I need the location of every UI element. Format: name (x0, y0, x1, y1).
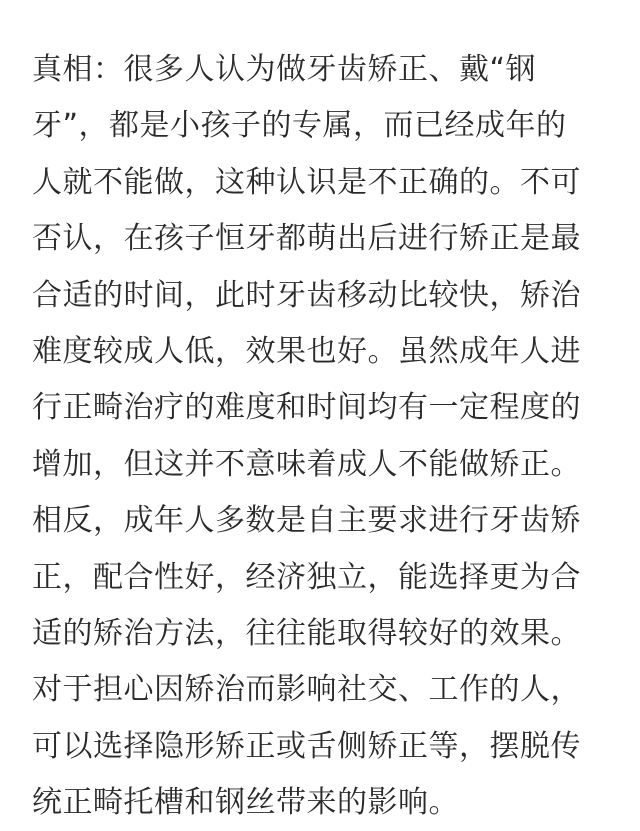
text-line: 对于担心因矫治而影响社交、工作的人， (32, 672, 581, 708)
text-line: 人就不能做，这种认识是不正确的。不可 (32, 164, 581, 200)
text-line: 合适的时间，此时牙齿移动比较快，矫治 (32, 277, 581, 313)
text-line: 真相：很多人认为做牙齿矫正、戴“钢 (32, 52, 537, 87)
text-line: 行正畸治疗的难度和时间均有一定程度的 (32, 390, 581, 426)
text-line: 牙”，都是小孩子的专属，而已经成年的 (32, 108, 567, 144)
text-line: 否认，在孩子恒牙都萌出后进行矫正是最 (32, 221, 581, 257)
text-line: 相反，成年人多数是自主要求进行牙齿矫 (32, 503, 581, 539)
text-line: 适的矫治方法，往往能取得较好的效果。 (32, 615, 581, 651)
text-line: 统正畸托槽和钢丝带来的影响。 (32, 785, 459, 821)
text-line: 难度较成人低，效果也好。虽然成年人进 (32, 333, 581, 369)
article-text (32, 42, 622, 831)
text-line: 可以选择隐形矫正或舌侧矫正等，摆脱传 (32, 728, 581, 764)
text-line: 正，配合性好，经济独立，能选择更为合 (32, 559, 581, 595)
text-line: 增加，但这并不意味着成人不能做矫正。 (32, 446, 581, 482)
